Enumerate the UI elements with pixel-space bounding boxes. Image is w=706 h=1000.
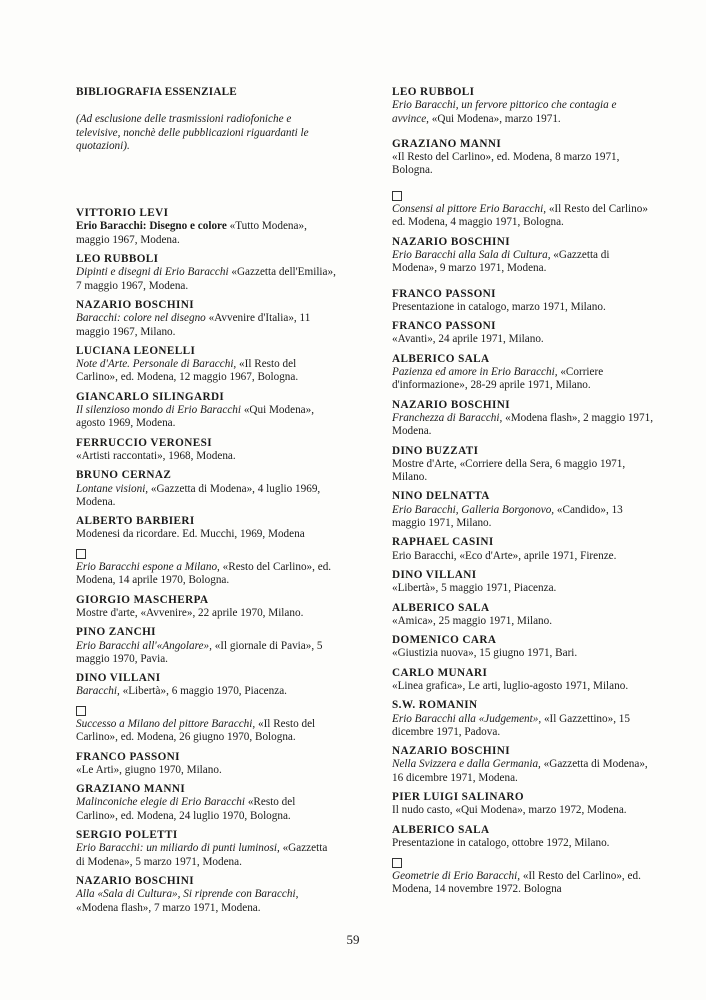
bibliography-entry xyxy=(76,207,338,247)
entry-author: LEO RUBBOLI xyxy=(76,253,159,266)
entry-citation xyxy=(392,647,654,660)
entry-source: «Libertà», 5 maggio 1971, Piacenza. xyxy=(392,582,557,595)
entry-title: Erio Baracchi all'«Angolare», xyxy=(76,639,212,652)
entry-author: PINO ZANCHI xyxy=(76,626,156,639)
entry-marker xyxy=(392,856,654,869)
entry-author: NAZARIO BOSCHINI xyxy=(76,874,194,887)
entry-citation xyxy=(392,680,654,693)
entry-title: Il silenzioso mondo di Erio Baracchi xyxy=(76,404,242,417)
entry-title: Note d'Arte. Personale di Baracchi, xyxy=(76,358,237,371)
bibliography-entry xyxy=(392,699,654,739)
checkbox-marker-icon xyxy=(392,858,402,868)
entry-author: FRANCO PASSONI xyxy=(76,750,180,763)
entry-source: «Gazzetta di Modena», 16 dicembre 1971, Modena. xyxy=(392,758,648,784)
entry-author: ALBERICO SALA xyxy=(392,823,490,836)
entry-title: Nella Svizzera e dalla Germania, xyxy=(392,758,541,771)
entry-citation xyxy=(392,582,654,595)
entry-citation xyxy=(76,764,338,777)
section-heading: BIBLIOGRAFIA ESSENZIALE xyxy=(76,86,237,98)
bibliography-entry xyxy=(392,320,654,347)
entry-source: Mostre d'Arte, «Corriere della Sera, 6 maggio 1971, Milano. xyxy=(392,457,626,484)
entry-marker xyxy=(76,548,338,561)
entry-source: «Gazzetta di Modena», 5 marzo 1971, Modena. xyxy=(76,842,328,868)
bibliography-entry xyxy=(392,856,654,896)
entry-citation xyxy=(76,842,338,869)
entry-source: «Il giornale di Pavia», 5 maggio 1970, Pavia. xyxy=(76,639,323,665)
entry-source: «Amica», 25 maggio 1971, Milano. xyxy=(392,614,553,627)
entry-author: NAZARIO BOSCHINI xyxy=(76,298,194,311)
entry-title: Consensi al pittore Erio Baracchi, xyxy=(392,203,547,216)
entry-citation xyxy=(392,458,654,485)
entry-author: GRAZIANO MANNI xyxy=(392,137,502,150)
bibliography-entry xyxy=(76,751,338,778)
entry-source: «Linea grafica», Le arti, luglio-agosto 1971, Milano. xyxy=(392,679,629,692)
bibliography-entry xyxy=(392,138,654,178)
bibliography-entry xyxy=(392,745,654,785)
entry-citation xyxy=(392,615,654,628)
entry-citation xyxy=(392,366,654,393)
entry-author: ALBERICO SALA xyxy=(392,352,490,365)
entry-source: «Le Arti», giugno 1970, Milano. xyxy=(76,763,222,776)
entry-marker xyxy=(76,705,338,718)
bibliography-entry xyxy=(392,569,654,596)
entry-source: Il nudo casto, «Qui Modena», marzo 1972, Modena. xyxy=(392,804,627,817)
entry-title: Erio Baracchi, Galleria Borgonovo, xyxy=(392,503,555,516)
bibliography-entry xyxy=(392,536,654,563)
bibliography-entry xyxy=(392,353,654,393)
page-number: 59 xyxy=(346,932,360,947)
entry-citation xyxy=(76,718,338,745)
bibliography-entry xyxy=(76,594,338,621)
bibliography-entry xyxy=(392,236,654,276)
entry-title: Erio Baracchi: un miliardo di punti luminosi, xyxy=(76,842,280,855)
entry-title: Dipinti e disegni di Erio Baracchi xyxy=(76,266,229,279)
entry-citation xyxy=(76,266,338,293)
entry-author: GIORGIO MASCHERPA xyxy=(76,593,209,606)
entry-author: LEO RUBBOLI xyxy=(392,86,475,98)
entry-citation xyxy=(392,333,654,346)
entry-source: Presentazione in catalogo, marzo 1971, Milano. xyxy=(392,300,606,313)
entry-citation xyxy=(76,312,338,339)
bibliography-entry xyxy=(392,445,654,485)
entry-title: Erio Baracchi alla «Judgement», xyxy=(392,712,542,725)
checkbox-marker-icon xyxy=(392,191,402,201)
entry-author: NINO DELNATTA xyxy=(392,490,490,503)
entry-citation xyxy=(76,358,338,385)
entry-citation xyxy=(392,151,654,178)
entry-citation xyxy=(76,607,338,620)
entry-author: S.W. ROMANIN xyxy=(392,699,478,712)
entry-citation xyxy=(392,301,654,314)
entry-citation xyxy=(392,504,654,531)
entry-author: ALBERICO SALA xyxy=(392,601,490,614)
right-entries xyxy=(392,86,654,896)
entry-source: «Resto del Carlino», ed. Modena, 14 aprile 1970, Bologna. xyxy=(76,561,332,587)
entry-author: DOMENICO CARA xyxy=(392,634,497,647)
entry-citation xyxy=(392,203,654,230)
entry-marker xyxy=(392,190,654,203)
entry-source: «Il Resto del Carlino», ed. Modena, 8 marzo 1971, Bologna. xyxy=(392,151,620,177)
bibliography-entry xyxy=(392,824,654,851)
entry-title: Successo a Milano del pittore Baracchi, xyxy=(76,717,256,730)
entry-author: FRANCO PASSONI xyxy=(392,287,496,300)
entry-citation xyxy=(392,249,654,276)
entry-author: NAZARIO BOSCHINI xyxy=(392,398,510,411)
bibliography-entry xyxy=(76,783,338,823)
entry-citation xyxy=(76,220,338,247)
bibliography-entry xyxy=(76,672,338,699)
entry-citation xyxy=(392,99,654,126)
entry-title: Malinconiche elegie di Erio Baracchi xyxy=(76,796,246,809)
entry-title: Alla «Sala di Cultura», Si riprende con Baracchi, xyxy=(76,888,299,901)
entry-source: «Modena flash», 7 marzo 1971, Modena. xyxy=(76,901,261,914)
bibliography-entry xyxy=(76,253,338,293)
entry-author: LUCIANA LEONELLI xyxy=(76,344,196,357)
entry-citation xyxy=(76,450,338,463)
entry-author: ALBERTO BARBIERI xyxy=(76,515,195,528)
entry-source: «Avvenire d'Italia», 11 maggio 1967, Milano. xyxy=(76,312,311,338)
entry-author: GRAZIANO MANNI xyxy=(76,783,186,796)
bibliography-entry xyxy=(76,515,338,542)
entry-author: VITTORIO LEVI xyxy=(76,207,169,220)
bibliography-entry xyxy=(392,602,654,629)
entry-title: Baracchi: colore nel disegno xyxy=(76,312,206,325)
entry-citation xyxy=(392,804,654,817)
bibliography-entry xyxy=(76,829,338,869)
entry-citation xyxy=(392,412,654,439)
bibliography-entry xyxy=(392,791,654,818)
entry-title: Geometrie di Erio Baracchi, xyxy=(392,869,521,882)
bibliography-entry xyxy=(76,705,338,745)
entry-author: PIER LUIGI SALINARO xyxy=(392,791,524,804)
right-column xyxy=(392,86,654,902)
entry-author: NAZARIO BOSCHINI xyxy=(392,235,510,248)
entry-author: NAZARIO BOSCHINI xyxy=(392,745,510,758)
entry-author: DINO VILLANI xyxy=(76,672,161,685)
entry-title: Lontane visioni, xyxy=(76,482,149,495)
entry-title: Baracchi, xyxy=(76,685,120,698)
checkbox-marker-icon xyxy=(76,706,86,716)
bibliography-entry xyxy=(76,626,338,666)
entry-author: SERGIO POLETTI xyxy=(76,829,178,842)
entry-source: «Il Resto del Carlino» ed. Modena, 4 maggio 1971, Bologna. xyxy=(392,203,648,229)
entry-source: «Artisti raccontati», 1968, Modena. xyxy=(76,449,236,462)
entry-citation xyxy=(392,837,654,850)
entry-source: «Il Resto del Carlino», ed. Modena, 14 novembre 1972. Bologna xyxy=(392,869,641,895)
entry-title: Pazienza ed amore in Erio Baracchi, xyxy=(392,366,558,379)
bibliography-entry xyxy=(392,490,654,530)
entry-title: Erio Baracchi, un fervore pittorico che contagia e avvince, xyxy=(392,99,617,125)
entry-citation xyxy=(76,685,338,698)
entry-citation xyxy=(76,483,338,510)
checkbox-marker-icon xyxy=(76,549,86,559)
bibliography-entry xyxy=(392,190,654,230)
entry-author: RAPHAEL CASINI xyxy=(392,536,494,549)
entry-source: Mostre d'arte, «Avvenire», 22 aprile 1970, Milano. xyxy=(76,606,304,619)
bibliography-entry xyxy=(76,345,338,385)
entry-source: «Avanti», 24 aprile 1971, Milano. xyxy=(392,333,544,346)
entry-citation xyxy=(76,404,338,431)
entry-title: Franchezza di Baracchi, xyxy=(392,411,503,424)
entry-author: DINO BUZZATI xyxy=(392,444,479,457)
entry-source: «Tutto Modena», maggio 1967, Modena. xyxy=(76,220,307,246)
entry-source: «Giustizia nuova», 15 giugno 1971, Bari. xyxy=(392,647,578,660)
entry-author: CARLO MUNARI xyxy=(392,666,488,679)
left-entries xyxy=(76,207,338,915)
bibliography-entry xyxy=(392,288,654,315)
bibliography-entry xyxy=(76,875,338,915)
entry-title: Erio Baracchi espone a Milano, xyxy=(76,561,220,574)
bibliography-entry xyxy=(392,86,654,126)
entry-source: «Resto del Carlino», ed. Modena, 24 luglio 1970, Bologna. xyxy=(76,796,296,822)
entry-source: «Qui Modena», marzo 1971. xyxy=(428,112,561,125)
bibliography-entry xyxy=(392,667,654,694)
entry-citation xyxy=(76,528,338,541)
entry-citation xyxy=(392,550,654,563)
entry-source: «Il Resto del Carlino», ed. Modena, 12 maggio 1967, Bologna. xyxy=(76,358,299,384)
entry-citation xyxy=(76,796,338,823)
entry-author: FERRUCCIO VERONESI xyxy=(76,436,212,449)
entry-title: Erio Baracchi alla Sala di Cultura, xyxy=(392,248,551,261)
entry-source: «Gazzetta dell'Emilia», 7 maggio 1967, Modena. xyxy=(76,266,336,292)
entry-source: «Gazzetta di Modena», 9 marzo 1971, Modena. xyxy=(392,248,610,275)
entry-author: GIANCARLO SILINGARDI xyxy=(76,390,225,403)
entry-source: «Corriere d'informazione», 28-29 aprile 1971, Milano. xyxy=(392,366,604,392)
entry-source: «Candido», 13 maggio 1971, Milano. xyxy=(392,503,623,530)
entry-author: BRUNO CERNAZ xyxy=(76,469,172,482)
entry-citation xyxy=(76,561,338,588)
entry-citation xyxy=(392,758,654,785)
bibliography-entry xyxy=(392,634,654,661)
entry-citation xyxy=(392,713,654,740)
entry-author: DINO VILLANI xyxy=(392,568,477,581)
entry-citation xyxy=(76,640,338,667)
bibliography-entry xyxy=(76,299,338,339)
bibliography-entry xyxy=(76,391,338,431)
entry-citation xyxy=(392,870,654,897)
entry-source: «Il Resto del Carlino», ed. Modena, 26 giugno 1970, Bologna. xyxy=(76,717,316,744)
entry-source: «Qui Modena», agosto 1969, Modena. xyxy=(76,404,315,430)
entry-source: Erio Baracchi, «Eco d'Arte», aprile 1971, Firenze. xyxy=(392,549,617,562)
entry-source: Modenesi da ricordare. Ed. Mucchi, 1969, Modena xyxy=(76,528,305,541)
entry-source: «Il Gazzettino», 15 dicembre 1971, Padova. xyxy=(392,712,630,738)
entry-source: Presentazione in catalogo, ottobre 1972, Milano. xyxy=(392,836,610,849)
entry-source: «Modena flash», 2 maggio 1971, Modena. xyxy=(392,411,654,438)
bibliography-entry xyxy=(76,437,338,464)
section-note: (Ad esclusione delle trasmissioni radiofoniche e televisive, nonchè delle pubblicazioni riguardanti le quotazioni). xyxy=(76,113,309,152)
bibliography-entry xyxy=(76,548,338,588)
entry-title: Erio Baracchi: Disegno e colore xyxy=(76,220,227,233)
entry-source: «Libertà», 6 maggio 1970, Piacenza. xyxy=(119,685,287,698)
bibliography-entry xyxy=(392,399,654,439)
entry-author: FRANCO PASSONI xyxy=(392,320,496,333)
entry-source: «Gazzetta di Modena», 4 luglio 1969, Modena. xyxy=(76,482,321,508)
left-column xyxy=(76,86,338,921)
entry-citation xyxy=(76,888,338,915)
bibliography-entry xyxy=(76,469,338,509)
